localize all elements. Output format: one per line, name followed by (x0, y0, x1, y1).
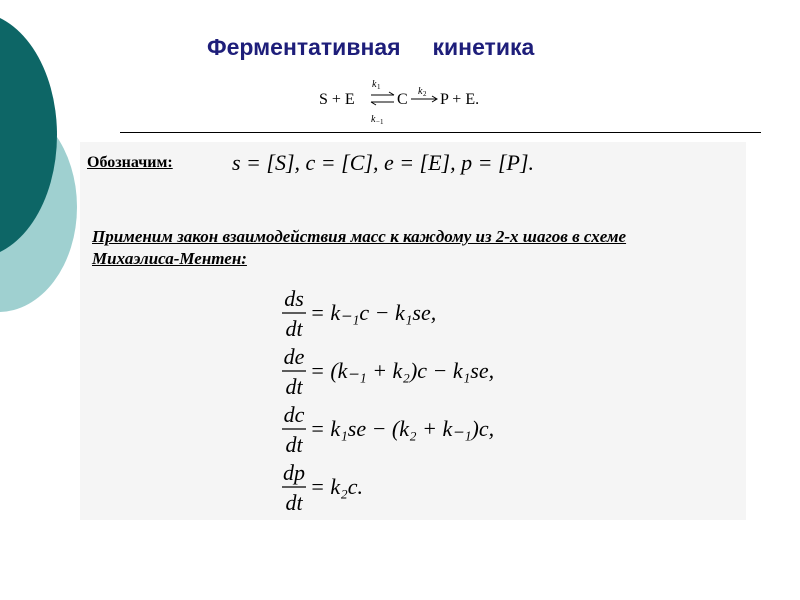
title-word-1: Ферментативная (207, 34, 401, 60)
divider-line (120, 132, 761, 133)
eq1-rhs: = k₋₁c − k₁se, (310, 300, 437, 325)
k1-label: k (372, 79, 377, 90)
scheme-reactants: S + E (319, 91, 355, 108)
eq2-numerator: de (283, 344, 305, 369)
denote-label: Обозначим: (87, 154, 173, 171)
eq3-numerator: dc (283, 402, 305, 427)
variable-definitions-text: s = [S], c = [C], e = [E], p = [P]. (232, 150, 535, 175)
mass-action-heading (92, 226, 712, 270)
equation-dc (282, 402, 494, 457)
k-1-sub: −1 (376, 118, 384, 126)
eq2-rhs: = (k₋₁ + k₂)c − k₁se, (310, 358, 495, 383)
eq2-denominator: dt (285, 374, 303, 399)
kinetic-equations (278, 284, 518, 520)
k1-sub: 1 (377, 83, 381, 91)
eq3-denominator: dt (285, 432, 303, 457)
equation-dp (282, 460, 363, 515)
eq4-rhs: = k₂c. (310, 474, 364, 499)
scheme-complex: C (397, 91, 408, 108)
k-1-label: k (371, 114, 376, 125)
equation-ds (282, 286, 436, 341)
eq3-rhs: = k₁se − (k₂ + k₋₁)c, (310, 416, 495, 441)
eq1-numerator: ds (284, 286, 304, 311)
scheme-products: P + E. (440, 91, 480, 108)
mass-action-heading-line-1: Применим закон взаимодействия масс к каждому из 2-х шагов в схеме (92, 227, 627, 246)
eq4-denominator: dt (285, 490, 303, 515)
slide-title (207, 34, 534, 61)
eq1-denominator: dt (285, 316, 303, 341)
equation-de (282, 344, 494, 399)
reaction-scheme (315, 78, 515, 128)
title-word-2: кинетика (432, 34, 535, 60)
eq4-numerator: dp (283, 460, 305, 485)
k2-sub: 2 (423, 90, 427, 98)
mass-action-heading-line-2: Михаэлиса-Ментен: (92, 249, 247, 268)
variable-definitions (232, 150, 534, 176)
k2-label: k (418, 86, 423, 97)
